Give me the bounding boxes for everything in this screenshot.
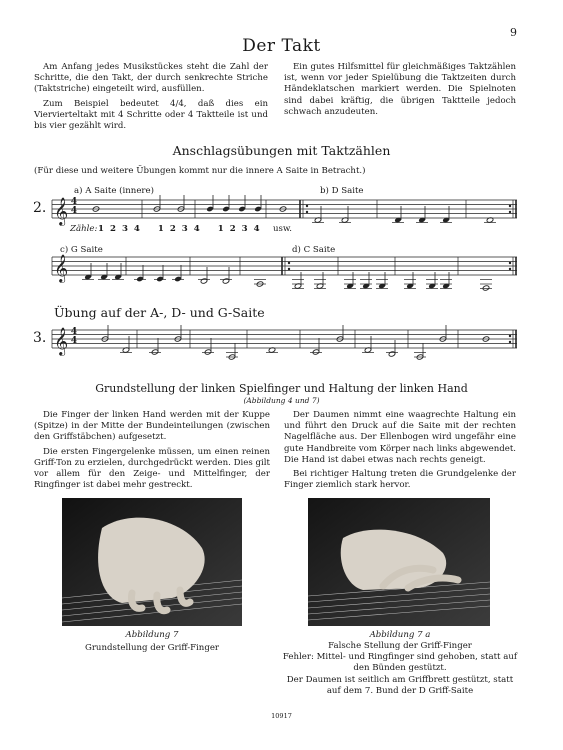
figure-7a-label: Abbildung 7 a	[369, 630, 431, 640]
exercise-2-number: 2.	[33, 200, 47, 216]
treble-clef-1: 𝄞	[54, 197, 69, 225]
note-head	[346, 283, 354, 289]
note-head	[100, 274, 108, 280]
note-head	[268, 347, 276, 353]
count-label: Zähle:	[70, 224, 98, 234]
section1-heading: Anschlagsübungen mit Taktzählen	[172, 143, 391, 158]
section2-left-column	[34, 410, 270, 494]
note-head	[156, 276, 164, 282]
exercise-3-number: 3.	[33, 330, 47, 346]
label-d-saite: b) D Saite	[320, 186, 364, 196]
note-head	[114, 274, 122, 280]
note-head	[394, 217, 402, 223]
treble-clef-2: 𝄞	[54, 254, 69, 282]
intro-right-paragraph-1: Ein gutes Hilfsmittel für gleichmäßiges Taktzählen ist, wenn vor jeder Spielübung die Taktzeiten durch Händeklatschen markiert werden. Die Spielnoten sind dabei kräftig, die übrigen Taktteile jedoch schwach anzudeuten.	[284, 62, 516, 117]
figure-7a-caption-1: Falsche Stellung der Griff-Finger	[328, 641, 472, 651]
note-head	[341, 217, 349, 223]
hand-on-strings-image	[62, 498, 242, 626]
usw-label: usw.	[273, 224, 293, 234]
exercise-3-heading: Übung auf der A-, D- und G-Saite	[54, 305, 265, 320]
staff-3	[52, 327, 517, 348]
label-c-saite: d) C Saite	[292, 245, 336, 255]
time-signature-3: 4 4	[70, 327, 78, 346]
note-head	[486, 217, 494, 223]
note-head	[222, 278, 230, 284]
note-head	[416, 354, 424, 360]
intro-left-paragraph-1: Am Anfang jedes Musikstückes steht die Zahl der Schritte, die den Takt, der durch senkrechte Striche (Taktstriche) eingeteilt wird, ausfüllen.	[34, 62, 268, 95]
time-signature-1: 4 4	[70, 197, 78, 216]
page-footer: 10917	[271, 712, 292, 720]
note-head	[336, 336, 344, 342]
note-head	[200, 278, 208, 284]
staff-1	[52, 197, 517, 218]
section2-heading: Grundstellung der linken Spielfinger und Haltung der linken Hand	[95, 382, 468, 395]
note-head	[92, 206, 100, 212]
note-head	[442, 283, 450, 289]
section2-right-paragraph-2: Bei richtiger Haltung treten die Grundgelenke der Finger ziemlich stark hervor.	[284, 469, 516, 491]
note-head	[238, 206, 246, 212]
note-head	[84, 274, 92, 280]
note-head	[256, 281, 264, 287]
count-numbers: 1 2 3 4 1 2 3 4 1 2 3 4	[98, 224, 260, 234]
notes	[82, 195, 496, 360]
page-number: 9	[510, 26, 517, 39]
treble-clef-3: 𝄞	[54, 327, 69, 355]
section2-left-paragraph-2: Die ersten Fingergelenke müssen, um einen reinen Griff-Ton zu erzielen, durchgedrückt werden. Dies gilt vor allem für den Zeige- und Mittelfinger, der Ringfinger ist dabei mehr gestreckt.	[34, 446, 270, 491]
section2-reference: (Abbildung 4 und 7)	[243, 396, 320, 405]
intro-right-column	[284, 62, 516, 121]
note-head	[177, 206, 185, 212]
figure-7a-caption-3: Der Daumen ist seitlich am Griffbrett gestützt, statt auf dem 7. Bund der D Griff-Saite	[286, 675, 514, 696]
section2-right-column	[284, 410, 516, 494]
intro-left-paragraph-2: Zum Beispiel bedeutet 4/4, daß dies ein Viervierteltakt mit 4 Schritte oder 4 Taktteile ist und bis vier gezählt wird.	[34, 98, 268, 132]
section1-note: (Für diese und weitere Übungen kommt nur die innere A Saite in Betracht.)	[34, 166, 366, 176]
note-head	[314, 217, 322, 223]
staff-2	[52, 257, 517, 275]
note-head	[388, 351, 396, 357]
note-head	[294, 283, 302, 289]
note-head	[151, 349, 159, 355]
note-head	[101, 336, 109, 342]
note-head	[153, 206, 161, 212]
note-head	[312, 349, 320, 355]
label-g-saite: c) G Saite	[60, 245, 103, 255]
note-head	[204, 349, 212, 355]
note-head	[362, 283, 370, 289]
note-head	[428, 283, 436, 289]
repeat-dots	[288, 205, 511, 343]
note-head	[378, 283, 386, 289]
note-head	[316, 283, 324, 289]
note-head	[222, 206, 230, 212]
intro-left-column	[34, 62, 268, 135]
note-head	[254, 206, 262, 212]
note-head	[364, 347, 372, 353]
page-title: Der Takt	[242, 36, 321, 56]
section2-right-paragraph-1: Der Daumen nimmt eine waagrechte Haltung ein und führt den Druck auf die Saite mit der rechten Nagelfläche aus. Der Ellenbogen wird ungefähr eine gute Handbreite vom Körper nach links abgewendet. Die Hand ist dabei etwas nach rechts geneigt.	[284, 410, 516, 465]
note-head	[442, 217, 450, 223]
note-head	[174, 336, 182, 342]
label-a-saite: a) A Saite (innere)	[74, 186, 154, 196]
note-head	[136, 276, 144, 282]
note-head	[174, 276, 182, 282]
figure-7a-photo	[308, 498, 490, 626]
note-head	[228, 354, 236, 360]
note-head	[482, 336, 490, 342]
note-head	[406, 283, 414, 289]
figure-7-photo	[62, 498, 242, 626]
figure-7-label: Abbildung 7	[125, 630, 179, 640]
hand-wrong-position-image	[308, 498, 490, 626]
section2-left-paragraph-1: Die Finger der linken Hand werden mit der Kuppe (Spitze) in der Mitte der Bundeinteilungen (zwischen den Griffstäbchen) aufgesetzt.	[34, 410, 270, 443]
figure-7-caption: Grundstellung der Griff-Finger	[84, 643, 220, 653]
note-head	[482, 285, 490, 291]
note-head	[418, 217, 426, 223]
treble-clefs	[54, 197, 68, 356]
figure-7a-caption-2: Fehler: Mittel- und Ringfinger sind gehoben, statt auf den Bünden gestützt.	[282, 652, 518, 673]
note-head	[206, 206, 214, 212]
note-head	[279, 206, 287, 212]
note-head	[439, 336, 447, 342]
note-head	[122, 347, 130, 353]
